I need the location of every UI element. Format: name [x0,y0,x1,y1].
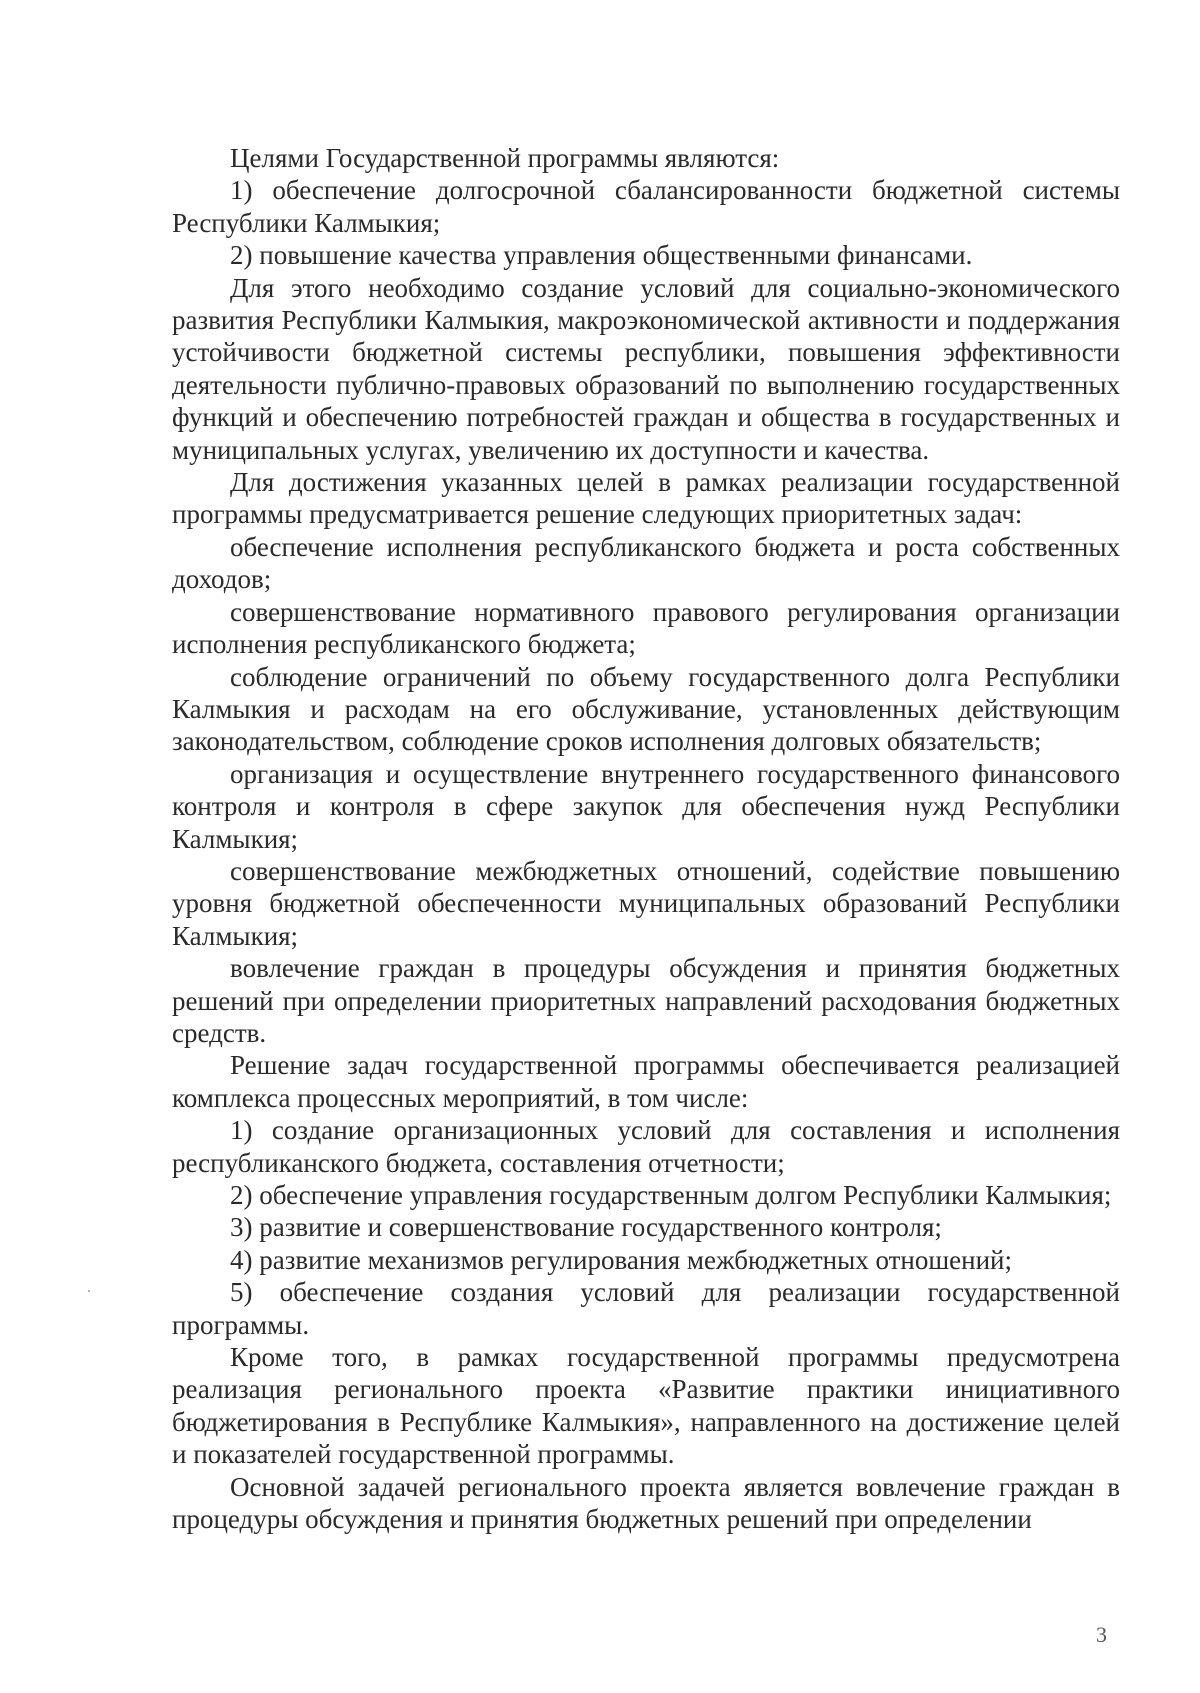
paragraph-goal-2: 2) повышение качества управления общественными финансами. [230,240,973,271]
paragraph-conditions: Для этого необходимо создание условий для социально-экономического развития Республики Калмыкия, макроэкономической активности и поддержания устойчивости бюджетной системы республики, повышения эффективности деятельности публично-правовых образований по выполнению государственных функций и обеспечению потребностей граждан и общества в государственных и муниципальных услугах, увеличению их доступности и качества. [172,272,1120,465]
paragraph-measure-1: 1) создание организационных условий для составления и исполнения республиканского бюджета, составления отчетности; [172,1115,1120,1178]
paragraph-goal-1: 1) обеспечение долгосрочной сбалансированности бюджетной системы Республики Калмыкия; [172,175,1120,238]
paragraph-task-citizen-involvement: вовлечение граждан в процедуры обсуждения и принятия бюджетных решений при определении приоритетных направлений расходования бюджетных средств. [172,953,1120,1048]
paragraph-tasks-intro: Для достижения указанных целей в рамках реализации государственной программы предусматривается решение следующих приоритетных задач: [172,467,1120,530]
paragraph-goals-intro: Целями Государственной программы являются: [230,143,780,173]
paragraph-task-debt-limits: соблюдение ограничений по объему государственного долга Республики Калмыкия и расходам на его обслуживание, установленных действующим законодательством, соблюдение сроков исполнения долговых обязательств; [172,661,1120,757]
paragraph-measure-2: 2) обеспечение управления государственным долгом Республики Калмыкия; [230,1180,1112,1210]
paragraph-task-budget-execution: обеспечение исполнения республиканского бюджета и роста собственных доходов; [172,531,1120,595]
document-body [172,142,1120,1535]
paragraph-regional-project: Кроме того, в рамках государственной программы предусмотрена реализация регионального проекта «Развитие практики инициативного бюджетирования в Республике Калмыкия», направленного на достижение целей и показателей государственной программы. [172,1342,1120,1470]
paragraph-regional-project-task: Основной задачей регионального проекта является вовлечение граждан в процедуры обсуждения и принятия бюджетных решений при определении [172,1471,1120,1535]
paragraph-task-financial-control: организация и осуществление внутреннего государственного финансового контроля и контроля в сфере закупок для обеспечения нужд Республики Калмыкия; [172,758,1120,854]
paragraph-measure-4: 4) развитие механизмов регулирования межбюджетных отношений; [230,1244,1012,1275]
paragraph-task-regulation: совершенствование нормативного правового регулирования организации исполнения республиканского бюджета; [172,596,1120,660]
page-number: 3 [1096,1622,1107,1647]
paragraph-measure-5: 5) обеспечение создания условий для реализации государственной программы. [172,1277,1120,1340]
scan-dot [88,1290,90,1292]
paragraph-task-interbudget: совершенствование межбюджетных отношений, содействие повышению уровня бюджетной обеспеченности муниципальных образований Республики Калмыкия; [172,855,1120,951]
paragraph-measure-3: 3) развитие и совершенствование государственного контроля; [230,1212,942,1243]
paragraph-measures-intro: Решение задач государственной программы обеспечивается реализацией комплекса процессных мероприятий, в том числе: [172,1050,1120,1113]
